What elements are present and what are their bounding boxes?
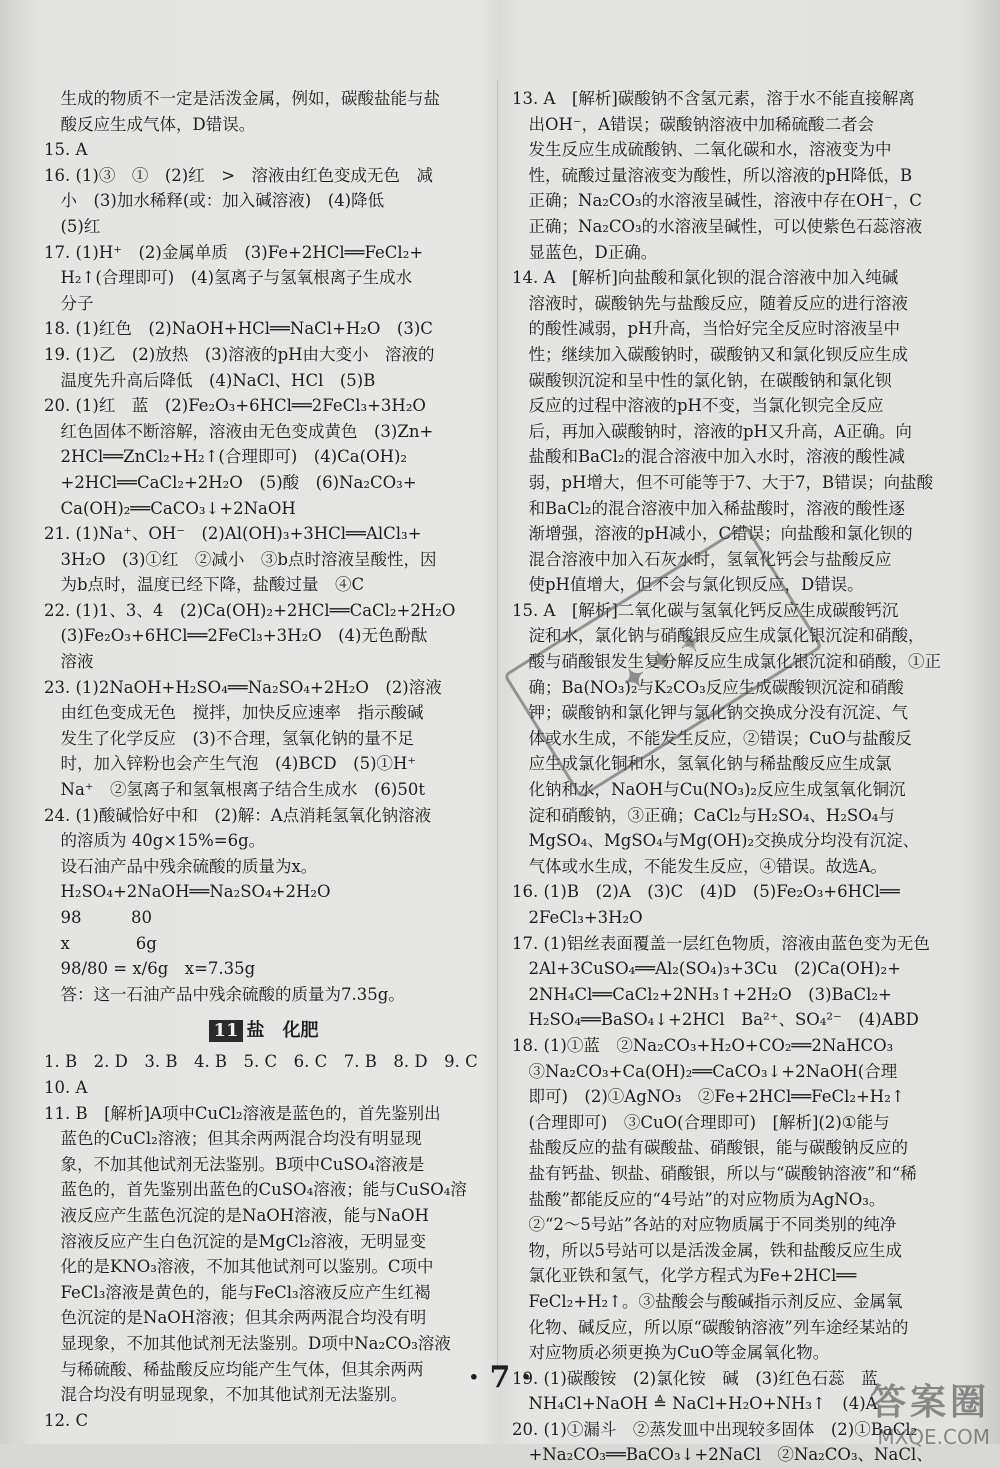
text-line: +Na₂CO₃══BaCO₃↓+2NaCl ②Na₂CO₃、NaCl、	[512, 1445, 933, 1465]
text-line: 10. A	[44, 1077, 88, 1097]
text-line: 化的是KNO₃溶液，不加其他试剂可以鉴别。C项中	[44, 1257, 434, 1277]
text-line: 溶液	[44, 652, 94, 672]
section-heading	[44, 1013, 484, 1049]
text-line: 氯化亚铁和氢气，化学方程式为Fe+2HCl══	[512, 1266, 857, 1286]
text-line: 发生反应生成硫酸钠、二氧化碳和水，溶液变为中	[512, 140, 892, 160]
text-line: 小 (3)加水稀释(或：加入碱溶液) (4)降低	[44, 191, 385, 211]
text-line: FeCl₃溶液是黄色的，能与FeCl₃溶液反应产生红褐	[44, 1282, 431, 1302]
text-line: 生成的物质不一定是活泼金属，例如，碳酸盐能与盐	[44, 89, 440, 108]
text-line: MgSO₄、MgSO₄与Mg(OH)₂交换成分均没有沉淀、	[512, 831, 920, 851]
text-line: 24. (1)酸碱恰好中和 (2)解：A点消耗氢氧化钠溶液	[44, 805, 432, 825]
text-line: 体或水生成，不能发生反应，②错误；CuO与盐酸反	[512, 728, 912, 748]
text-line: 酸与硝酸银发生复分解反应生成氯化银沉淀和硝酸，①正	[512, 652, 941, 672]
section-number: 11	[209, 1020, 242, 1042]
text-line: 的溶质为 40g×15%=6g。	[44, 831, 266, 851]
text-line: 性；继续加入碳酸钠时，碳酸钠又和氯化钡反应生成	[512, 344, 908, 364]
text-line: 溶液时，碳酸钠先与盐酸反应，随着反应的进行溶液	[512, 293, 908, 313]
text-line: ②“2～5号站”各站的对应物质属于不同类别的纯净	[512, 1215, 897, 1235]
text-line: 15. A	[44, 140, 88, 160]
text-line: 使pH值增大，但不会与氯化钡反应，D错误。	[512, 575, 864, 595]
text-line: 后，再加入碳酸钠时，溶液的pH又升高，A正确。向	[512, 421, 912, 441]
text-line: 14. A [解析]向盐酸和氯化钡的混合溶液中加入纯碱	[512, 268, 899, 288]
text-line: Na⁺ ②氢离子和氢氧根离子结合生成水 (6)50t	[44, 780, 425, 800]
text-line: 13. A [解析]碳酸钠不含氢元素，溶于水不能直接解离	[512, 89, 915, 108]
text-line: ③Na₂CO₃+Ca(OH)₂══CaCO₃↓+2NaOH(合理	[512, 1061, 898, 1081]
text-line: 21. (1)Na⁺、OH⁻ (2)Al(OH)₃+3HCl══AlCl₃+	[44, 524, 422, 544]
text-line: 物，所以5号站可以是活泼金属，铁和盐酸反应生成	[512, 1240, 902, 1260]
text-line: FeCl₂+H₂↑。③盐酸会与酸碱指示剂反应、金属氧	[512, 1291, 903, 1311]
text-line: 红色固体不断溶解，溶液由无色变成黄色 (3)Zn+	[44, 421, 434, 441]
text-line: 22. (1)1、3、4 (2)Ca(OH)₂+2HCl══CaCl₂+2H₂O	[44, 600, 456, 620]
text-line: 答：这一石油产品中残余硫酸的质量为7.35g。	[44, 984, 405, 1004]
stamp-mark: ✦ ✦ ✦	[503, 523, 823, 798]
text-line: 2NH₄Cl══CaCl₂+2NH₃↑+2H₂O (3)BaCl₂+	[512, 984, 892, 1004]
text-line: 蓝色的CuCl₂溶液；但其余两两混合均没有明显现	[44, 1129, 422, 1149]
text-line: 混合溶液中加入石灰水时，氢氧化钙会与盐酸反应	[512, 549, 892, 569]
text-line: (5)红	[44, 216, 101, 236]
text-line: 反应的过程中溶液的pH不变，当氯化钡完全反应	[512, 396, 884, 416]
text-line: 化物、碱反应，所以原“碳酸钠溶液”列车途经某站的	[512, 1317, 909, 1337]
text-line: 与稀硫酸、稀盐酸反应均能产生气体，但其余两两	[44, 1359, 424, 1379]
text-line: 钾；碳酸钠和氯化钾与氯化钠交换成分没有沉淀、气	[512, 703, 908, 723]
text-line: 淀和硝酸钠，③正确；CaCl₂与H₂SO₄、H₂SO₄与	[512, 805, 895, 825]
text-line: 17. (1)铝丝表面覆盖一层红色物质，溶液由蓝色变为无色	[512, 933, 930, 953]
watermark-url: MXQE.COM	[877, 1425, 990, 1449]
text-line: 时，加入锌粉也会产生气泡 (4)BCD (5)①H⁺	[44, 754, 417, 774]
text-line: 酸反应生成气体，D错误。	[44, 114, 256, 134]
text-line: Ca(OH)₂══CaCO₃↓+2NaOH	[44, 498, 296, 518]
text-line: 色沉淀的是NaOH溶液；但其余两两混合均没有明	[44, 1308, 427, 1328]
text-line: 17. (1)H⁺ (2)金属单质 (3)Fe+2HCl══FeCl₂+	[44, 242, 424, 262]
text-line: 19. (1)乙 (2)放热 (3)溶液的pH由大变小 溶液的	[44, 344, 435, 364]
text-line: x 6g	[44, 933, 157, 953]
text-line: 正确；Na₂CO₃的水溶液呈碱性，溶液中存在OH⁻，C	[512, 191, 922, 211]
text-line: 12. C	[44, 1410, 89, 1430]
section-title: 盐 化肥	[246, 1020, 319, 1042]
text-line: 盐有钙盐、钡盐、硝酸银，所以与“碳酸钠溶液”和“稀	[512, 1163, 917, 1183]
text-line: 渐增强，溶液的pH减小，C错误；向盐酸和氯化钡的	[512, 524, 913, 544]
column-divider	[497, 80, 498, 1370]
watermark-main: 答案圈	[869, 1381, 990, 1423]
text-line: 98 80	[44, 908, 152, 927]
text-line: 淀和水，氯化钠与硝酸银反应生成氯化银沉淀和硝酸，	[512, 626, 925, 646]
text-line: 的酸性减弱，pH升高，当恰好完全反应时溶液呈中	[512, 319, 900, 339]
text-line: 蓝色的，首先鉴别出蓝色的CuSO₄溶液；能与CuSO₄溶	[44, 1180, 467, 1200]
text-line: (合理即可) ③CuO(合理即可) [解析](2)①能与	[512, 1112, 890, 1132]
text-line: 设石油产品中残余硫酸的质量为x。	[44, 856, 318, 876]
text-line: 2Al+3CuSO₄══Al₂(SO₄)₃+3Cu (2)Ca(OH)₂+	[512, 959, 901, 979]
text-line: 23. (1)2NaOH+H₂SO₄══Na₂SO₄+2H₂O (2)溶液	[44, 677, 442, 697]
text-line: 温度先升高后降低 (4)NaCl、HCl (5)B	[44, 370, 376, 390]
text-line: 18. (1)①蓝 ②Na₂CO₃+H₂O+CO₂══2NaHCO₃	[512, 1035, 894, 1055]
left-column	[44, 86, 484, 1433]
text-line: 18. (1)红色 (2)NaOH+HCl══NaCl+H₂O (3)C	[44, 319, 433, 339]
text-line: 确；Ba(NO₃)₂与K₂CO₃反应生成碳酸钡沉淀和硝酸	[512, 677, 904, 697]
text-line: 性，硫酸过量溶液变为酸性，所以溶液的pH降低，B	[512, 165, 913, 185]
text-line: 3H₂O (3)①红 ②减小 ③b点时溶液呈酸性，因	[44, 549, 437, 569]
text-line: 发生了化学反应 (3)不合理，氢氧化钠的量不足	[44, 728, 414, 748]
text-line: H₂↑(合理即可) (4)氢离子与氢氧根离子生成水	[44, 268, 413, 288]
text-line: 2HCl══ZnCl₂+H₂↑(合理即可) (4)Ca(OH)₂	[44, 447, 408, 467]
text-line: 2FeCl₃+3H₂O	[512, 908, 643, 927]
text-line: 象，不加其他试剂无法鉴别。B项中CuSO₄溶液是	[44, 1154, 425, 1174]
text-line: 分子	[44, 293, 94, 313]
text-line: 液反应产生蓝色沉淀的是NaOH溶液，能与NaOH	[44, 1205, 429, 1225]
text-line: 化钠和水，NaOH与Cu(NO₃)₂反应生成氢氧化铜沉	[512, 780, 906, 800]
text-line: 16. (1)③ ① (2)红 > 溶液由红色变成无色 减	[44, 165, 434, 185]
text-line: 20. (1)①漏斗 ②蒸发皿中出现较多固体 (2)①BaCl₂	[512, 1419, 918, 1439]
text-line: 为b点时，温度已经下降，盐酸过量 ④C	[44, 575, 365, 595]
text-line: 和BaCl₂的混合溶液中加入稀盐酸时，溶液的酸性逐	[512, 498, 905, 518]
text-line: 气体或水生成，不能发生反应，④错误。故选A。	[512, 856, 887, 876]
text-line: 20. (1)红 蓝 (2)Fe₂O₃+6HCl══2FeCl₃+3H₂O	[44, 396, 426, 416]
text-line: 碳酸钡沉淀和呈中性的氯化钠，在碳酸钠和氯化钡	[512, 370, 892, 390]
text-line: 19. (1)碳酸铵 (2)氯化铵 碱 (3)红色石蕊 蓝	[512, 1368, 878, 1388]
page-number: · 7 ·	[468, 1360, 532, 1395]
text-line: 混合均没有明显现象，不加其他试剂无法鉴别。	[44, 1385, 407, 1405]
text-line: 弱，pH增大，但不可能等于7、大于7，B错误；向盐酸	[512, 472, 934, 492]
text-line: 15. A [解析]二氧化碳与氢氧化钙反应生成碳酸钙沉	[512, 600, 899, 620]
text-line: 应生成氯化铜和水，氢氧化钠与稀盐酸反应生成氯	[512, 754, 892, 774]
text-line: 显蓝色，D正确。	[512, 242, 658, 262]
text-line: H₂SO₄+2NaOH══Na₂SO₄+2H₂O	[44, 882, 331, 902]
text-line: 盐酸反应的盐有碳酸盐、硝酸银，能与碳酸钠反应的	[512, 1138, 908, 1158]
text-line: (3)Fe₂O₃+6HCl══2FeCl₃+3H₂O (4)无色酚酞	[44, 626, 428, 646]
text-line: +2HCl══CaCl₂+2H₂O (5)酸 (6)Na₂CO₃+	[44, 472, 417, 492]
text-line: 由红色变成无色 搅拌，加快反应速率 指示酸碱	[44, 703, 424, 723]
text-line: 盐酸”都能反应的“4号站”的对应物质为AgNO₃。	[512, 1189, 886, 1209]
text-line: 溶液反应产生白色沉淀的是MgCl₂溶液，无明显变	[44, 1231, 426, 1251]
text-line: 11. B [解析]A项中CuCl₂溶液是蓝色的，首先鉴别出	[44, 1103, 441, 1123]
text-line: 显现象，不加其他试剂无法鉴别。D项中Na₂CO₃溶液	[44, 1333, 451, 1353]
text-line: 1. B 2. D 3. B 4. B 5. C 6. C 7. B 8. D 9. C	[44, 1052, 478, 1072]
text-line: 98/80 = x/6g x=7.35g	[44, 959, 256, 979]
text-line: 出OH⁻，A错误；碳酸钠溶液中加稀硫酸二者会	[512, 114, 875, 134]
watermark-logo	[780, 1374, 990, 1449]
text-line: 盐酸和BaCl₂的混合溶液中加入水时，溶液的酸性减	[512, 447, 905, 467]
text-line: NH₄Cl+NaOH ≜ NaCl+H₂O+NH₃↑ (4)A	[512, 1394, 878, 1414]
text-line: 正确；Na₂CO₃的水溶液呈碱性，可以使紫色石蕊溶液	[512, 216, 923, 236]
text-line: 对应物质必须更换为CuO等金属氧化物。	[512, 1343, 830, 1363]
text-line: H₂SO₄══BaSO₄↓+2HCl Ba²⁺、SO₄²⁻ (4)ABD	[512, 1010, 919, 1030]
text-line: 即可) (2)①AgNO₃ ②Fe+2HCl══FeCl₂+H₂↑	[512, 1087, 905, 1107]
text-line: 16. (1)B (2)A (3)C (4)D (5)Fe₂O₃+6HCl══	[512, 882, 900, 902]
